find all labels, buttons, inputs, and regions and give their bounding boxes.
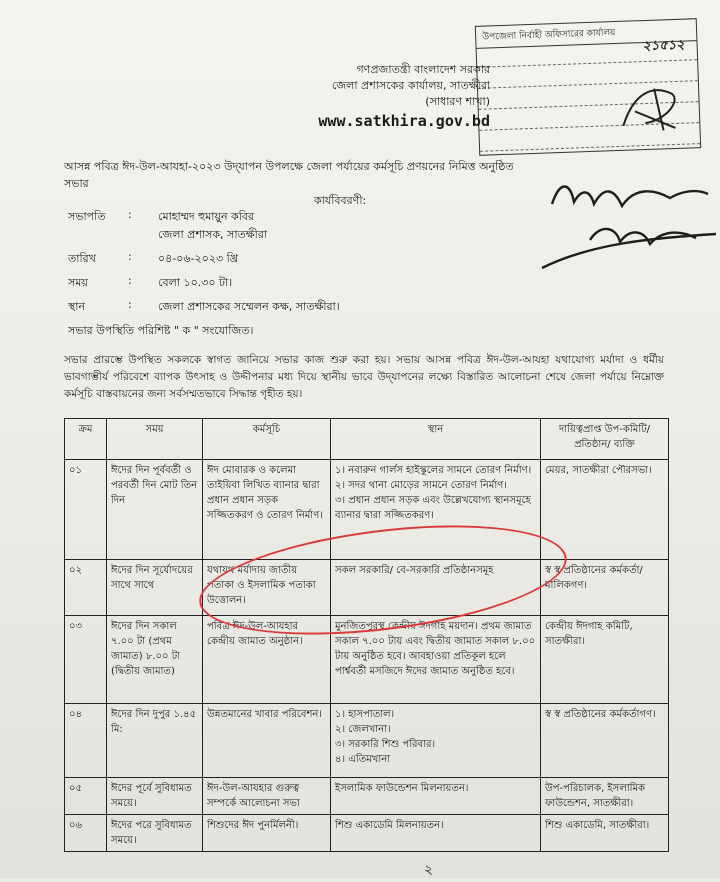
cell-serial: ০৫ (65, 778, 107, 815)
meta-value: বেলা ১০.৩০ টা। (158, 276, 233, 289)
cell-serial: ০২ (65, 560, 107, 616)
meta-value: জেলা প্রশাসকের সম্মেলন কক্ষ, সাতক্ষীরা। (158, 300, 340, 313)
header-line-3: (সাধারণ শাখা) (425, 95, 490, 108)
col-header-responsible: দায়িত্বপ্রাপ্ত উপ-কমিটি/ প্রতিষ্ঠান/ ব্যক্তি (541, 419, 669, 460)
header-line-2: জেলা প্রশাসকের কার্যালয়, সাতক্ষীরা (331, 79, 490, 92)
place-line: ২। সদর থানা মোড়ের সামনে তোরণ নির্মাণ। (335, 480, 507, 491)
meta-colon: : (128, 250, 132, 263)
page-number: ২ (424, 862, 434, 878)
cell-program: পবিত্র ঈদ-উল-আযহার কেন্দ্রীয় জামাত অনুষ্ঠান। (203, 616, 331, 704)
cell-serial: ০৬ (65, 815, 107, 852)
meta-attendance: সভার উপস্থিতি পরিশিষ্ট " ক " সংযোজিত। (68, 324, 254, 337)
stamp-title: উপজেলা নির্বাহী অফিসারের কার্যালয় (476, 19, 697, 49)
meta-key: সময় (68, 276, 88, 289)
cell-time: ঈদের পূর্বে সুবিধামত সময়ে। (107, 778, 203, 815)
table-header-row (65, 419, 669, 460)
cell-place (331, 704, 541, 778)
place-line: মুনজিতপুরস্থ কেন্দ্রীয় ঈদগাহ ময়দান। প্রথম জামাত সকাল ৭.০০ টায় এবং দ্বিতীয় জামাত সকাল ৮.০০ টায় অনুষ্ঠিত হবে। আবহাওয়া প্রতিকূল হলে পার্শ্ববর্তী মসজিদে ঈদের জামাত অনুষ্ঠিত হবে। (335, 621, 536, 677)
place-line: সকল সরকারি/ বে-সরকারি প্রতিষ্ঠানসমূহ (335, 565, 494, 576)
table-row (65, 778, 669, 815)
cell-place (331, 778, 541, 815)
cell-responsible: কেন্দ্রীয় ঈদগাহ কমিটি, সাতক্ষীরা। (541, 616, 669, 704)
meta-value: মোহাম্মদ হুমায়ুন কবির (158, 210, 255, 223)
header-website: www.satkhira.gov.bd (318, 112, 490, 130)
cell-time: ঈদের দিন সকাল ৭.০০ টা (প্রথম জামাত) ৮.০০ টা (দ্বিতীয় জামাত) (107, 616, 203, 704)
col-header-serial: ক্রম (65, 419, 107, 460)
meta-colon: : (128, 208, 132, 221)
col-header-program: কর্মসূচি (203, 419, 331, 460)
cell-program: শিশুদের ঈদ পুনর্মিলনী। (203, 815, 331, 852)
cell-program: ঈদ মোবারক ও কলেমা তাইয়িবা লিখিত ব্যানার দ্বারা প্রধান প্রধান সড়ক সজ্জিতকরণ ও তোরণ নির্মাণ। (203, 460, 331, 560)
cell-time: ঈদের দিন দুপুর ১.৪৫ মি: (107, 704, 203, 778)
cell-program: ঈদ-উল-আযহার গুরুত্ব সম্পর্কে আলোচনা সভা (203, 778, 331, 815)
col-header-place: স্থান (331, 419, 541, 460)
cell-serial: ০৪ (65, 704, 107, 778)
meta-value-2: জেলা প্রশাসক, সাতক্ষীরা (158, 228, 268, 241)
subject-line-2: কার্যবিবরণী: (314, 194, 367, 207)
meta-colon: : (128, 298, 132, 311)
table-row (65, 815, 669, 852)
place-line: শিশু একাডেমি মিলনায়তন। (335, 820, 444, 831)
place-line: ৪। এতিমখানা (335, 754, 391, 765)
cell-program: যথাযথ মর্যাদায় জাতীয় পতাকা ও ইসলামিক পতাকা উত্তোলন। (203, 560, 331, 616)
cell-responsible: স্ব স্ব প্রতিষ্ঠানের কর্মকর্তা/ মালিকগণ। (541, 560, 669, 616)
program-table (64, 418, 669, 852)
cell-responsible: শিশু একাডেমি, সাতক্ষীরা। (541, 815, 669, 852)
intro-paragraph: সভার প্রারম্ভে উপস্থিত সকলকে স্বাগত জানিয়ে সভার কাজ শুরু করা হয়। সভায় আসন্ন পবিত্র ঈদ-উল-আযহা যথাযোগ্য মর্যাদা ও ধর্মীয় ভাবগাম্ভীর্য পরিবেশে ব্যাপক উৎসাহ ও উদ্দীপনার মধ্য দিয়ে স্থানীয় ভাবে উদ্‌যাপনের লক্ষ্যে বিস্তারিত আলোচনা শেষে জেলা পর্যায়ে নিম্নোক্ত কর্মসূচি বাস্তবায়নের জন্য সর্বসম্মতভাবে সিদ্ধান্ত গৃহীত হয়। (64, 354, 664, 400)
stamp-number: ২১৫১২ (642, 37, 685, 55)
place-line: ইসলামিক ফাউন্ডেশন মিলনায়তন। (335, 783, 469, 794)
receipt-stamp (475, 18, 701, 156)
cell-program: উন্নতমানের খাবার পরিবেশন। (203, 704, 331, 778)
document-subject (64, 158, 524, 209)
cell-serial: ০৩ (65, 616, 107, 704)
cell-time: ঈদের পরে সুবিধামত সময়ে। (107, 815, 203, 852)
subject-line-1: আসন্ন পবিত্র ঈদ-উল-আযহা-২০২৩ উদ্‌যাপন উপলক্ষে জেলা পর্যায়ের কর্মসূচি প্রণয়নের নিমিত্ত অনুষ্ঠিত সভার (64, 160, 514, 190)
place-line: ১। হাসপাতাল। (335, 709, 395, 720)
meta-value: ০৪-০৬-২০২৩ খ্রি (158, 252, 238, 265)
cell-time: ঈদের দিন সূর্যোদয়ের সাথে সাথে (107, 560, 203, 616)
place-line: ১। নবারুন গার্লস হাইস্কুলের সামনে তোরণ নির্মাণ। (335, 465, 532, 476)
cell-time: ঈদের দিন পূর্ববর্তী ও পরবর্তী দিন মোট তিন দিন (107, 460, 203, 560)
cell-responsible: স্ব স্ব প্রতিষ্ঠানের কর্মকর্তাগণ। (541, 704, 669, 778)
handwritten-signature-icon (530, 168, 720, 278)
meta-key: স্থান (68, 300, 86, 313)
meta-key: তারিখ (68, 252, 96, 265)
header-line-1: গণপ্রজাতন্ত্রী বাংলাদেশ সরকার (356, 63, 490, 76)
table-row (65, 704, 669, 778)
place-line: ৩। প্রধান প্রধান সড়ক এবং উল্লেখযোগ্য স্থানসমূহে ব্যানার দ্বারা সজ্জিতকরণ। (335, 495, 531, 521)
office-header (230, 62, 490, 129)
stamp-signature-icon (614, 80, 686, 138)
meta-key: সভাপতি (68, 210, 106, 223)
meta-colon: : (128, 274, 132, 287)
col-header-time: সময় (107, 419, 203, 460)
place-line: ৩। সরকারি শিশু পরিবার। (335, 739, 436, 750)
place-line: ২। জেলখানা। (335, 724, 391, 735)
cell-responsible: মেয়র, সাতক্ষীরা পৌরসভা। (541, 460, 669, 560)
cell-responsible: উপ-পরিচালক, ইসলামিক ফাউন্ডেশন, সাতক্ষীরা। (541, 778, 669, 815)
cell-serial: ০১ (65, 460, 107, 560)
cell-place (331, 815, 541, 852)
